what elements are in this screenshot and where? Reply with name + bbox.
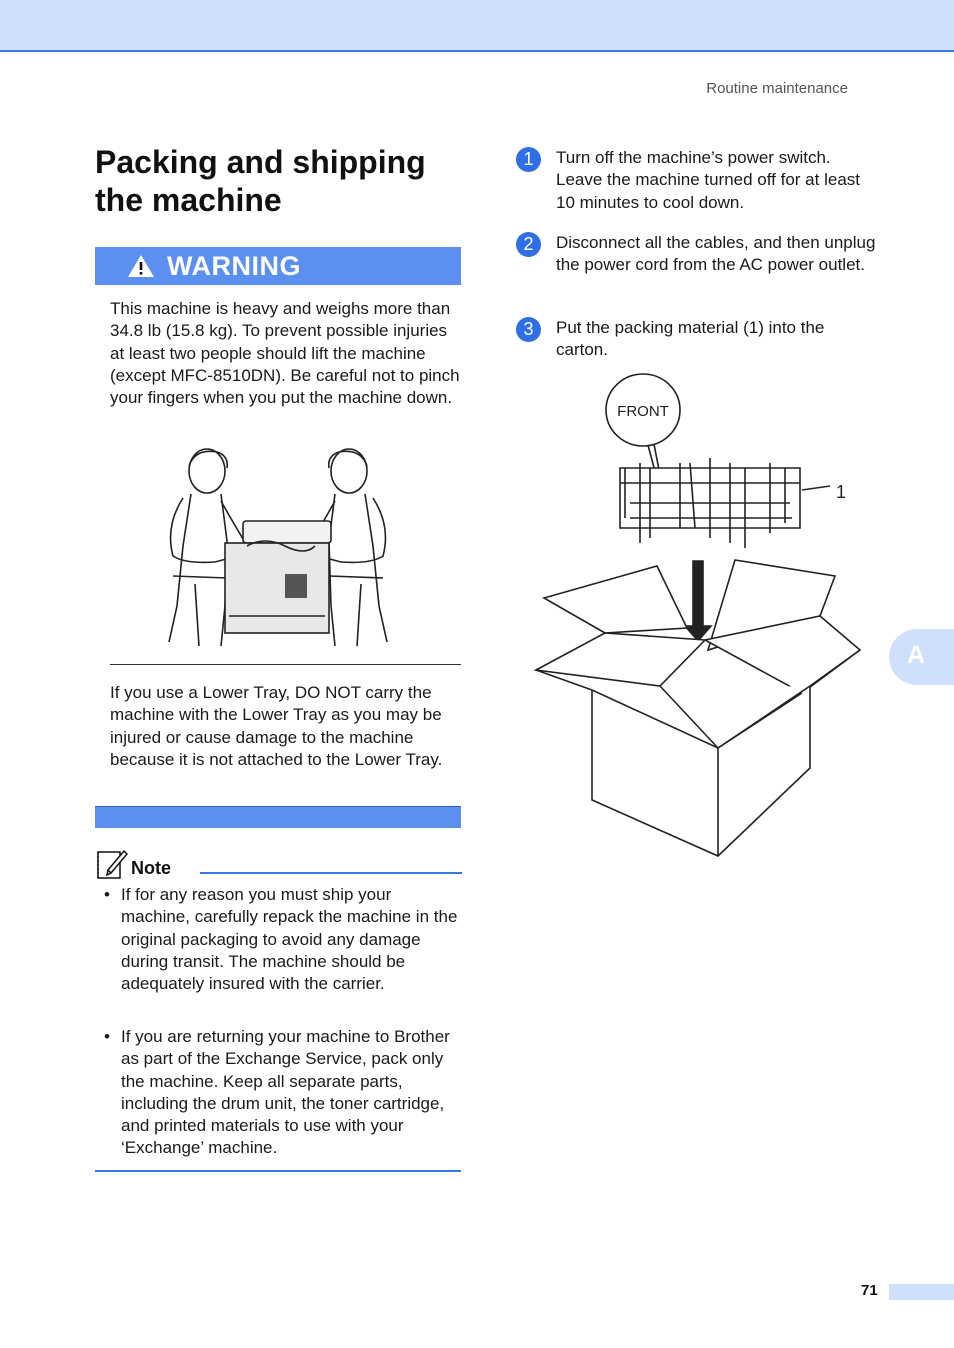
page-number-tab [889, 1284, 954, 1300]
part-callout-number: 1 [836, 482, 847, 502]
page-title: Packing and shipping the machine [95, 144, 426, 218]
note-rule [200, 872, 462, 874]
warning-bar [95, 247, 461, 285]
chapter-tab [889, 629, 954, 685]
note-header [96, 848, 462, 882]
warning-label: WARNING [167, 250, 301, 281]
note-item-text: If for any reason you must ship your machine, carefully repack the machine in the original packaging to avoid any damage during transit. The machine should be adequately insured with the carrier. [121, 885, 458, 994]
step-text: Turn off the machine’s power switch. Leave the machine turned off for at least 10 minutes to cool down. [556, 148, 860, 212]
page-number: 71 [861, 1282, 878, 1299]
packing-carton-illustration [530, 368, 865, 860]
two-people-lifting-illustration [155, 446, 400, 651]
warning-paragraph-lower-tray: If you use a Lower Tray, DO NOT carry the machine with the Lower Tray as you may be injured or cause damage to the machine because it is not attached to the Lower Tray. [110, 683, 443, 769]
note-item-text: If you are returning your machine to Brother as part of the Exchange Service, pack only the machine. Keep all separate parts, including the drum unit, the toner cartridge, and printed materials to use with your ‘Exchange’ machine. [121, 1027, 450, 1158]
note-label: Note [131, 858, 171, 878]
bullet-dot-icon: • [104, 1027, 110, 1046]
note-pencil-icon [96, 848, 128, 880]
step-3 [516, 317, 881, 362]
note-item [104, 1026, 462, 1160]
step-2 [516, 232, 881, 277]
step-text: Disconnect all the cables, and then unplug the power cord from the AC power outlet. [556, 233, 876, 275]
running-head: Routine maintenance [706, 80, 848, 97]
warning-divider [110, 664, 461, 665]
step-number-badge: 3 [516, 317, 541, 342]
warning-paragraph-weight: This machine is heavy and weighs more than 34.8 lb (15.8 kg). To prevent possible injuries at least two people should lift the machine (except MFC-8510DN). Be careful not to pinch your fingers when you put the machine down. [110, 299, 460, 408]
step-1 [516, 147, 881, 214]
warning-end-bar [95, 806, 461, 828]
header-band [0, 0, 954, 52]
note-bottom-rule [95, 1170, 461, 1172]
note-item [104, 884, 462, 995]
step-number-badge: 2 [516, 232, 541, 257]
chapter-tab-letter: A [907, 641, 926, 669]
front-callout-label: FRONT [617, 403, 669, 420]
bullet-dot-icon: • [104, 885, 110, 904]
step-number-badge: 1 [516, 147, 541, 172]
step-text: Put the packing material (1) into the carton. [556, 318, 825, 360]
warning-triangle-icon [127, 254, 155, 278]
